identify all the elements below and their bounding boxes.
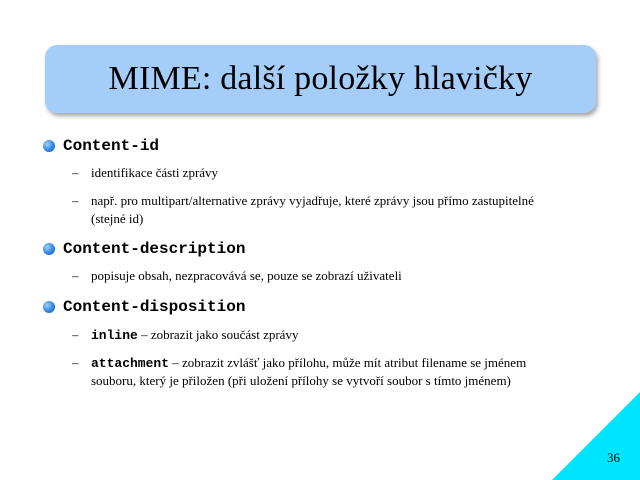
item-heading-content-disposition: Content-disposition bbox=[63, 298, 246, 316]
subitem-text-continuation: souboru, který je přiložen (při uložení přílohy se vytvoří soubor s tímto jménem) bbox=[91, 373, 511, 388]
dash-icon: – bbox=[72, 193, 79, 208]
subitem-text: identifikace části zprávy bbox=[91, 165, 219, 180]
subitem-text-continuation: (stejné id) bbox=[91, 211, 144, 226]
code-inline: inline bbox=[91, 328, 138, 343]
subitem-attachment bbox=[91, 354, 611, 373]
item-heading-content-description: Content-description bbox=[63, 240, 246, 258]
bullet-icon bbox=[43, 243, 55, 255]
subitem-inline bbox=[91, 326, 611, 345]
subitem-text: – zobrazit zvlášť jako přílohu, může mít atribut filename se jménem bbox=[169, 355, 527, 370]
subitem-text: – zobrazit jako součást zprávy bbox=[137, 327, 299, 342]
dash-icon: – bbox=[72, 327, 79, 342]
code-attachment: attachment bbox=[91, 356, 170, 371]
subitem-text: popisuje obsah, nezpracovává se, pouze se zobrazí uživateli bbox=[91, 268, 402, 283]
bullet-icon bbox=[43, 301, 55, 313]
item-heading-content-id: Content-id bbox=[63, 137, 160, 155]
dash-icon: – bbox=[72, 165, 79, 180]
dash-icon: – bbox=[72, 268, 79, 283]
page-number: 36 bbox=[607, 450, 620, 465]
bullet-icon bbox=[43, 140, 55, 152]
subitem-text: např. pro multipart/alternative zprávy vyjadřuje, které zprávy jsou přímo zastupitelné bbox=[91, 193, 534, 208]
corner-decoration bbox=[552, 392, 640, 480]
dash-icon: – bbox=[72, 355, 79, 370]
slide-title: MIME: další položky hlavičky bbox=[108, 60, 533, 97]
